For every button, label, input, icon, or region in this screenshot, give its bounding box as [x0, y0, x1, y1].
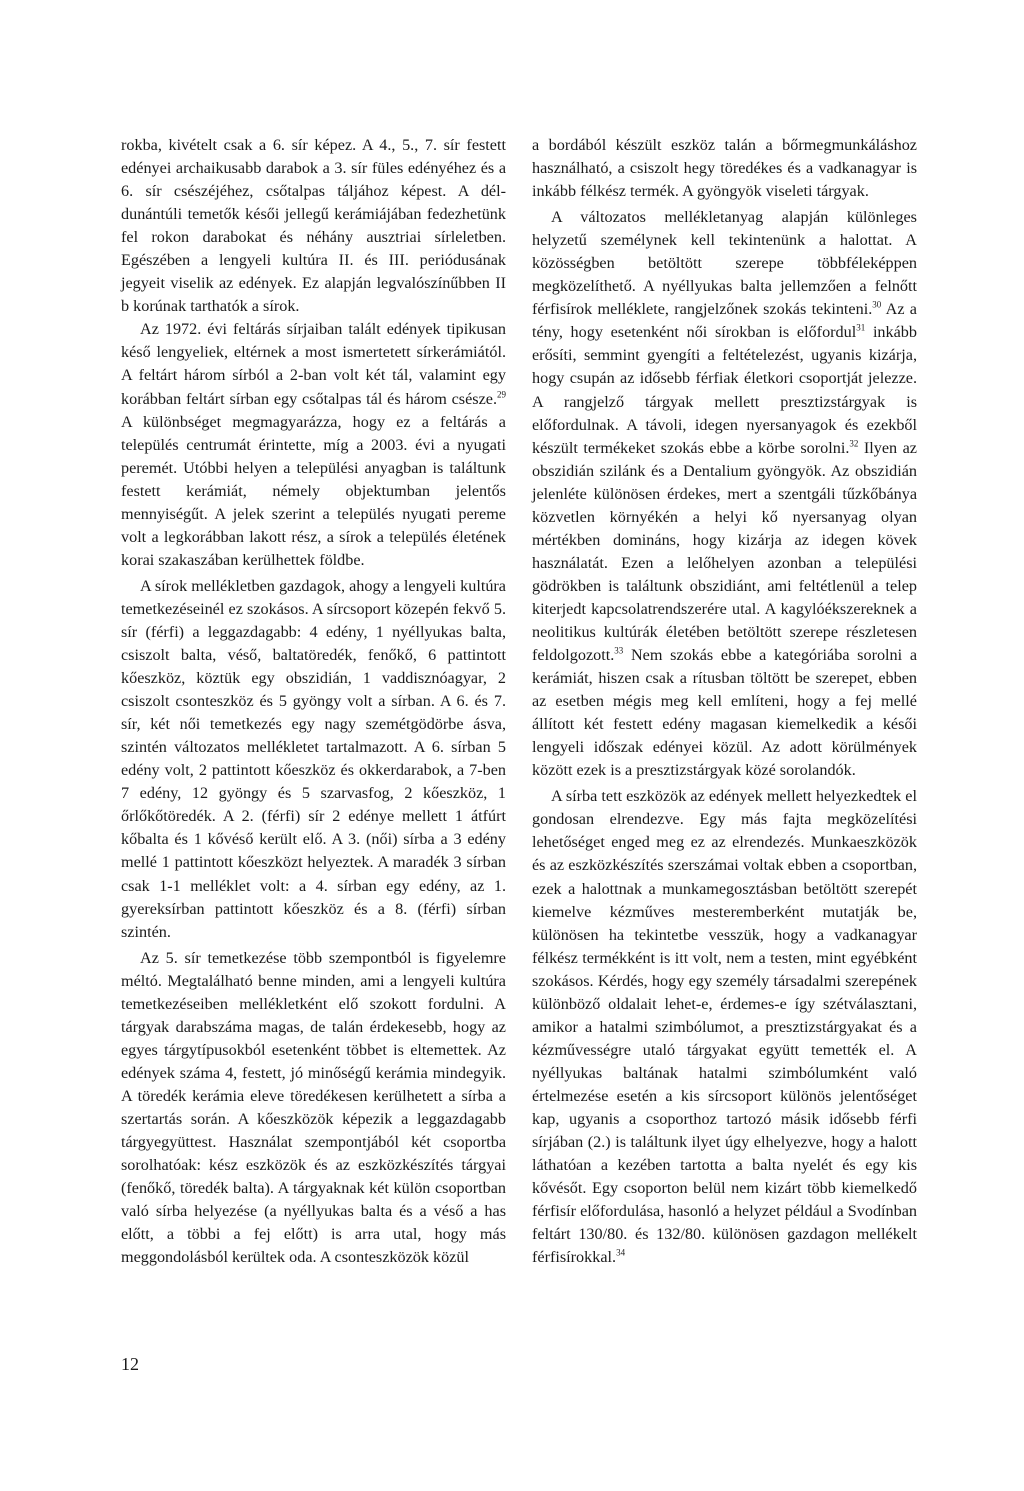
footnote-ref: 30	[872, 299, 882, 310]
paragraph: A sírba tett eszközök az edények mellett helyezkedtek el gondosan elrendezve. Egy más fajta megközelítési lehetőséget enged meg ez az elrendezés. Munkaeszközök és az eszközkészítés szerszámai voltak ebben a csoportban, ezek a halottnak a munkamegosztásban betöltött szerepét kiemelve kézműves mesteremberként mutatják be, különösen ha tekintetbe vesszük, hogy a vadkanagyar félkész termékként is itt volt, nem a testen, mint egyébként szokásos. Kérdés, hogy egy személy társadalmi szerepének különböző oldalait lehet-e, érdemes-e így szétválasztani, amikor a hatalmi szimbólumot, a presztizstárgyakat és a kézművességre utaló tárgyakat együtt temették el. A nyéllyukas baltának hatalmi szimbólumként való értelmezése esetén a kis sírcsoport különös jelentőséget kap, ugyanis a csoporthoz tartozó másik idősebb férfi sírjában (2.) is találtunk ilyet úgy elhelyezve, hogy a halott láthatóan a kezében tartotta a balta nyelét és egy kis kővésőt. Egy csoporton belül nem kizárt több kiemelkedő férfisír előfordulása, hasonló a helyzet például a Svodínban feltárt 130/80. és 132/80. különösen gazdagon mellékelt férfisírokkal.$^{34}$	[532, 787, 917, 1267]
paragraph: A sírok mellékletben gazdagok, ahogy a lengyeli kultúra temetkezéseinél ez szokásos. A sírcsoport közepén fekvő 5. sír (férfi) a leggazdagabb: 4 edény, 1 nyéllyukas balta, csiszolt balta, véső, baltatöredék, fenőkő, 6 pattintott kőeszköz, köztük egy obszidián, 1 vaddisznóagyar, 2 csiszolt csonteszköz és 5 gyöngy volt a sírban. A 6. és 7. sír, két női temetkezés egy nagy szemétgödörbe ásva, szintén változatos mellékletet tartalmazott. A 6. sírban 5 edény volt, 2 pattintott kőeszköz és okkerdarabok, a 7-ben 7 edény, 12 gyöngy és 5 szarvasfog, 2 kőeszköz, 1 őrlőkőtöredék. A 2. (férfi) sír 2 edénye mellett 1 átfúrt kőbalta és 1 kővéső került elő. A 3. (női) sírba a 3 edény mellé 1 pattintott kőeszközt helyeztek. A maradék 3 sírban csak 1-1 melléklet volt: a 4. sírban egy edény, az 1. gyereksírban pattintott kőeszköz és a 8. (férfi) sírban szintén.	[121, 576, 506, 941]
footnote-ref: 32	[849, 438, 859, 449]
paragraph: a bordából készült eszköz talán a bőrmegmunkáláshoz használható, a csiszolt hegy töredékes és a vadkanagyar is inkább félkész termék. A gyöngyök viseleti tárgyak.	[532, 136, 917, 201]
paragraph: Az 5. sír temetkezése több szempontból is figyelemre méltó. Megtalálható benne minden, ami a lengyeli kultúra temetkezéseiben mellékletként elő szokott fordulni. A tárgyak darabszáma magas, de talán érdekesebb, hogy az egyes tárgytípusokból esetenként többet is eltemettek. Az edények száma 4, festett, jó minőségű kerámia mindegyik. A töredék kerámia eleve töredékesen kerülhetett a sírba a szertartás során. A kőeszközök képezik a leggazdagabb tárgyegyüttest. Használat szempontjából két csoportba sorolhatóak: kész eszközök és az eszközkészítés tárgyai (fenőkő, töredék balta). A tárgyaknak két külön csoportban való sírba helyezése (a nyéllyukas balta és a véső a has előtt, a többi a fej előtt) is arra utal, hogy más meggondolásból kerültek oda. A csonteszközök közül	[121, 948, 506, 1267]
paragraph: Az 1972. évi feltárás sírjaiban talált edények tipikusan késő lengyeliek, eltérnek a most ismertetett sírkerámiától. A feltárt három sírból a 2-ban volt két tál, valamint egy korábban feltárt sírban egy csőtalpas tál és három csésze.$^{29}$ A különbséget megmagyarázza, hogy ez a feltárás a település centrumát érintette, míg a 2003. évi a nyugati peremét. Utóbbi helyen a települési anyagban is találtunk festett kerámiát, némely objektumban jelentős mennyiségűt. A jelek szerint a település nyugati pereme volt a legkorábban lakott rész, a sírok a település életének korai szakaszában kerülhettek földbe.	[121, 320, 506, 569]
right-column	[532, 134, 917, 1269]
paragraph: rokba, kivételt csak a 6. sír képez. A 4., 5., 7. sír festett edényei archaikusabb darabok a 3. sír füles edényéhez és a 6. sír csészéjéhez, csőtalpas táljához képest. A dél-dunántúli temetők késői jellegű kerámiájában fedezhetünk fel rokon darabokat és néhány ausztriai sírleletben. Egészében a lengyeli kultúra II. és III. periódusának jegyeit viselik az edények. Ez alapján legvalószínűbben II b korúnak tarthatók a sírok.	[121, 136, 506, 316]
footnote-ref: 31	[856, 322, 866, 333]
left-column	[121, 134, 506, 1269]
footnote-ref: 29	[497, 389, 506, 400]
page-number: 12	[121, 1354, 139, 1374]
paragraph: A változatos mellékletanyag alapján különleges helyzetű személynek kell tekintenünk a halottat. A közösségben betöltött szerepe többféleképpen megközelíthető. A nyéllyukas balta jellemzően a felnőtt férfisírok melléklete, rangjelzőnek szokás tekinteni.$^{30}$ Az a tény, hogy esetenként női sírokban is előfordul$^{31}$ inkább erősíti, semmint gyengíti a feltételezést, ugyanis kizárja, hogy csupán az idősebb férfiak életkori csoportját jelezze. A rangjelző tárgyak mellett presztizstárgyak is előfordulnak. A távoli, idegen nyersanyagok és ezekből készült termékeket szokás ebbe a körbe sorolni.$^{32}$ Ilyen az obszidián szilánk és a Dentalium gyöngyök. Az obszidián jelenléte különösen érdekes, mert a szentgáli tűzkőbánya közvetlen környékén a helyi kő nyersanyag olyan mértékben domináns, hogy kizárja az idegen kövek használatát. Ezen a lelőhelyen azonban a települési gödrökben is találtunk obszidiánt, ami feltétlenül a telep kiterjedt kapcsolatrendszerére utal. A kagylóékszereknek a neolitikus kultúrák életében betöltött szerepe részletesen feldolgozott.$^{33}$ Nem szokás ebbe a kategóriába sorolni a kerámiát, hiszen csak a rítusban töltött be szerepet, ebben az esetben mégis meg kell említeni, hogy a fej mellé állított két festett edény magasan kiemelkedik a késői lengyeli időszak edényei közül. Az adott körülmények között ezek is a presztizstárgyak közé sorolandók.	[532, 208, 917, 780]
footnote-ref: 33	[614, 645, 624, 656]
footnote-ref: 34	[616, 1247, 626, 1258]
